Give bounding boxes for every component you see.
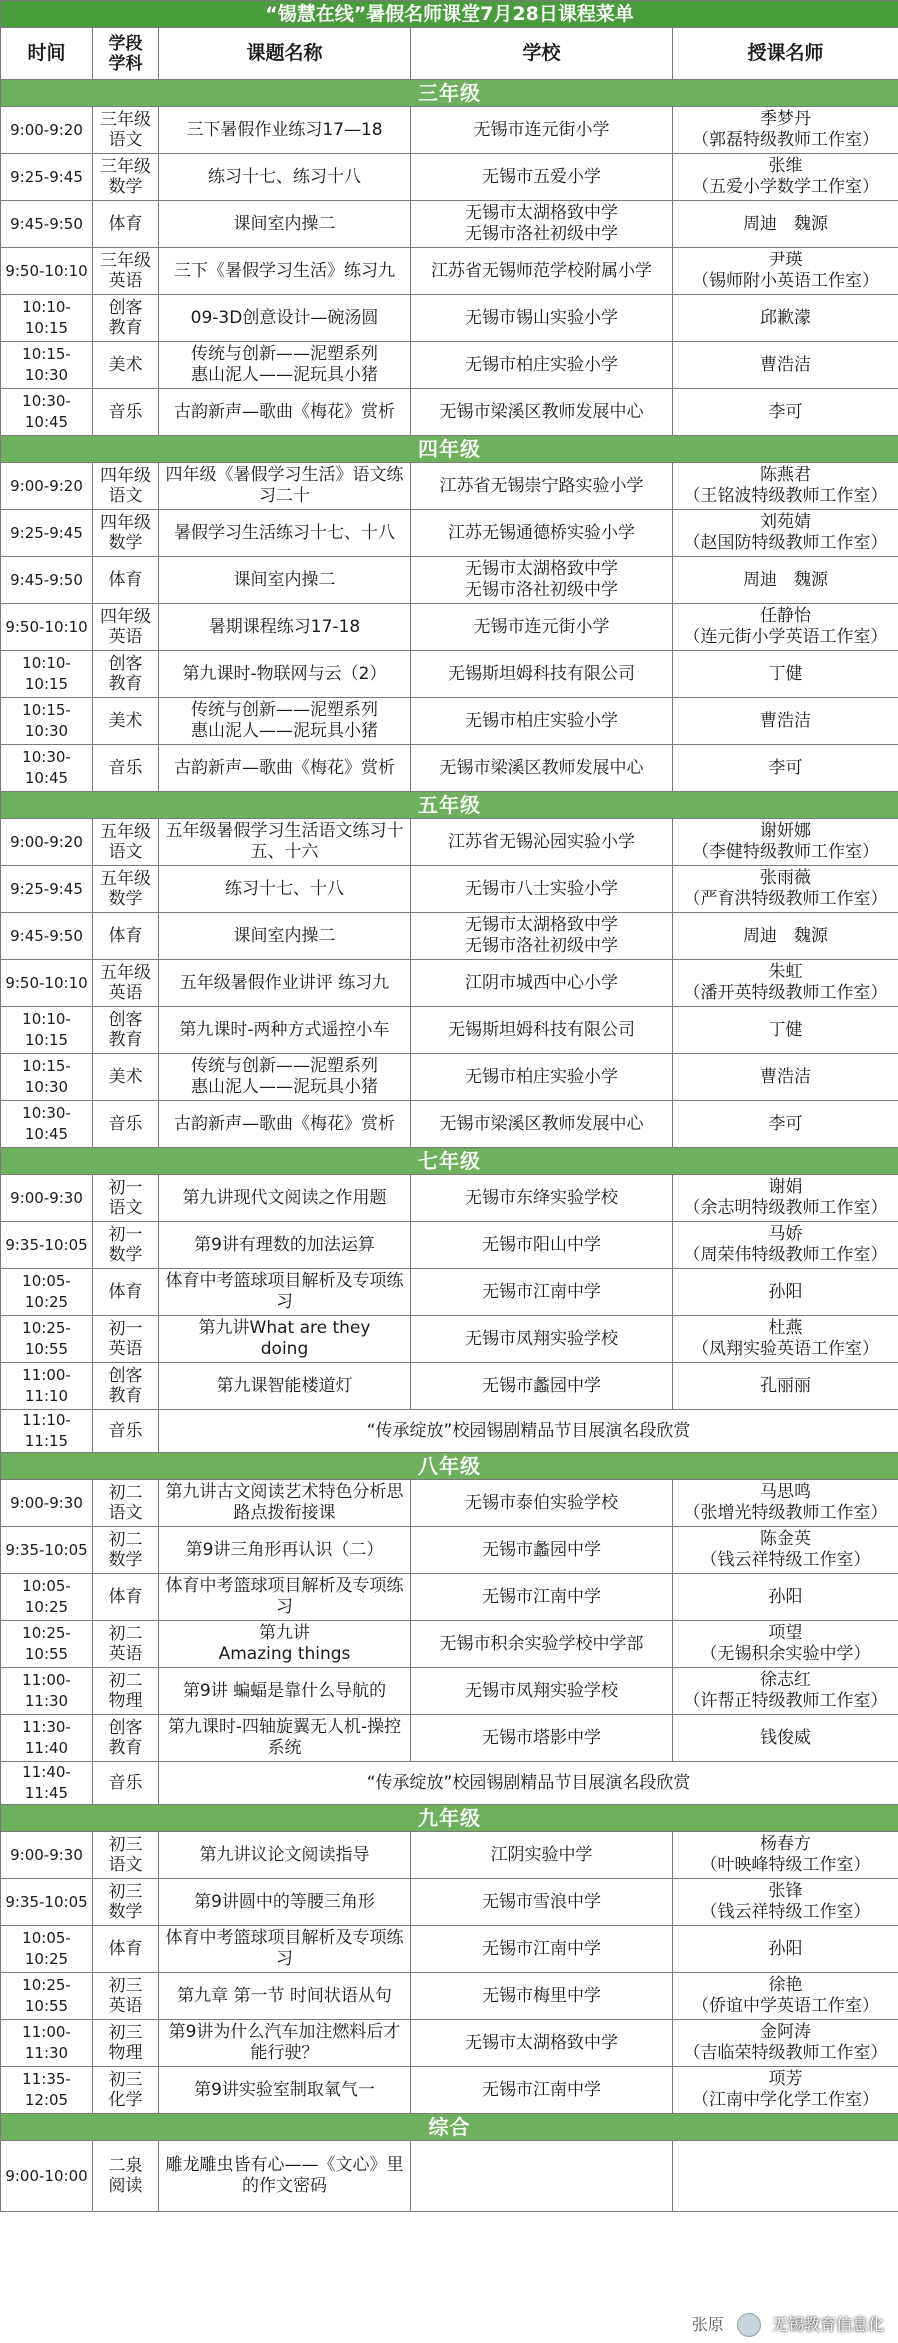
time-cell: 10:30-10:45 — [1, 1101, 93, 1148]
teacher-cell: 项芳 （江南中学化学工作室） — [673, 2067, 898, 2114]
wide-note-cell: “传承绽放”校园锡剧精品节目展演名段欣赏 — [159, 1410, 898, 1453]
subject-cell: 体育 — [93, 557, 159, 604]
subject-cell: 初一 数学 — [93, 1222, 159, 1269]
grade-header-row — [1, 792, 898, 819]
teacher-cell: 刘苑婧 （赵国防特级教师工作室） — [673, 510, 898, 557]
time-cell: 10:10-10:15 — [1, 1007, 93, 1054]
course-cell: 课间室内操二 — [159, 201, 411, 248]
school-cell: 江阴实验中学 — [411, 1832, 673, 1879]
table-row — [1, 1054, 898, 1101]
course-cell: 第九章 第一节 时间状语从句 — [159, 1973, 411, 2020]
school-cell: 无锡市蠡园中学 — [411, 1363, 673, 1410]
school-cell: 江阴市城西中心小学 — [411, 960, 673, 1007]
subject-cell: 音乐 — [93, 389, 159, 436]
teacher-cell: 陈燕君 （王铭波特级教师工作室） — [673, 463, 898, 510]
teacher-cell: 李可 — [673, 745, 898, 792]
time-cell: 9:35-10:05 — [1, 1527, 93, 1574]
subject-cell: 创客 教育 — [93, 651, 159, 698]
table-row — [1, 154, 898, 201]
subject-cell: 体育 — [93, 1574, 159, 1621]
table-row — [1, 1527, 898, 1574]
school-cell: 无锡市蠡园中学 — [411, 1527, 673, 1574]
time-cell: 10:15-10:30 — [1, 1054, 93, 1101]
course-cell: 第九讲 Amazing things — [159, 1621, 411, 1668]
time-cell: 9:50-10:10 — [1, 248, 93, 295]
subject-cell: 三年级 数学 — [93, 154, 159, 201]
school-cell: 无锡市江南中学 — [411, 1926, 673, 1973]
school-cell: 无锡市积余实验学校中学部 — [411, 1621, 673, 1668]
school-cell: 无锡市锡山实验小学 — [411, 295, 673, 342]
school-cell: 江苏无锡通德桥实验小学 — [411, 510, 673, 557]
teacher-cell: 曹浩洁 — [673, 1054, 898, 1101]
time-cell: 9:25-9:45 — [1, 866, 93, 913]
teacher-cell: 钱俊威 — [673, 1715, 898, 1762]
subject-cell: 五年级 数学 — [93, 866, 159, 913]
time-cell: 10:05-10:25 — [1, 1269, 93, 1316]
time-cell: 10:30-10:45 — [1, 389, 93, 436]
time-cell: 9:45-9:50 — [1, 913, 93, 960]
teacher-cell: 陈金英 （钱云祥特级工作室） — [673, 1527, 898, 1574]
subject-cell: 创客 教育 — [93, 1007, 159, 1054]
time-cell: 9:00-9:30 — [1, 1480, 93, 1527]
subject-cell: 美术 — [93, 698, 159, 745]
grade-header-row — [1, 1805, 898, 1832]
teacher-cell: 孔丽丽 — [673, 1363, 898, 1410]
table-row — [1, 745, 898, 792]
page-title: “锡慧在线”暑假名师课堂7月28日课程菜单 — [1, 1, 898, 28]
table-row — [1, 2141, 898, 2212]
table-row — [1, 2067, 898, 2114]
course-cell: 体育中考篮球项目解析及专项练习 — [159, 1574, 411, 1621]
school-cell: 无锡市凤翔实验学校 — [411, 1316, 673, 1363]
time-cell: 10:25-10:55 — [1, 1973, 93, 2020]
course-cell: 课间室内操二 — [159, 557, 411, 604]
school-cell: 无锡市五爱小学 — [411, 154, 673, 201]
teacher-cell: 马娇 （周荣伟特级教师工作室） — [673, 1222, 898, 1269]
course-cell: 练习十七、十八 — [159, 866, 411, 913]
course-cell: 体育中考篮球项目解析及专项练习 — [159, 1926, 411, 1973]
grade-header-row — [1, 436, 898, 463]
time-cell: 11:40-11:45 — [1, 1762, 93, 1805]
school-cell: 无锡市梁溪区教师发展中心 — [411, 389, 673, 436]
grade-header-row — [1, 2114, 898, 2141]
subject-cell: 音乐 — [93, 1762, 159, 1805]
time-cell: 9:00-9:30 — [1, 1832, 93, 1879]
grade-header-row — [1, 80, 898, 107]
grade-label: 七年级 — [1, 1148, 898, 1175]
subject-cell: 体育 — [93, 913, 159, 960]
time-cell: 11:10-11:15 — [1, 1410, 93, 1453]
teacher-cell: 邱歉濛 — [673, 295, 898, 342]
time-cell: 9:00-9:20 — [1, 107, 93, 154]
subject-cell: 音乐 — [93, 745, 159, 792]
header-school: 学校 — [411, 28, 673, 80]
course-cell: 体育中考篮球项目解析及专项练习 — [159, 1269, 411, 1316]
table-row — [1, 463, 898, 510]
course-cell: 第九讲议论文阅读指导 — [159, 1832, 411, 1879]
school-cell: 无锡市太湖格致中学 无锡市洛社初级中学 — [411, 201, 673, 248]
table-row — [1, 1715, 898, 1762]
course-cell: 传统与创新——泥塑系列 惠山泥人——泥玩具小猪 — [159, 698, 411, 745]
subject-cell: 体育 — [93, 1926, 159, 1973]
course-cell: 第9讲圆中的等腰三角形 — [159, 1879, 411, 1926]
teacher-cell: 张雨薇 （严育洪特级教师工作室） — [673, 866, 898, 913]
course-cell: 五年级暑假作业讲评 练习九 — [159, 960, 411, 1007]
course-cell: 第9讲为什么汽车加注燃料后才能行驶？ — [159, 2020, 411, 2067]
school-cell: 无锡市梁溪区教师发展中心 — [411, 745, 673, 792]
wechat-logo-icon — [737, 2313, 761, 2337]
time-cell: 10:10-10:15 — [1, 295, 93, 342]
course-cell: 五年级暑假学习生活语文练习十五、十六 — [159, 819, 411, 866]
teacher-cell: 周迪 魏源 — [673, 913, 898, 960]
school-cell: 无锡市柏庄实验小学 — [411, 698, 673, 745]
course-cell: 传统与创新——泥塑系列 惠山泥人——泥玩具小猪 — [159, 1054, 411, 1101]
time-cell: 9:25-9:45 — [1, 154, 93, 201]
grade-label: 八年级 — [1, 1453, 898, 1480]
course-cell: 暑假学习生活练习十七、十八 — [159, 510, 411, 557]
course-cell: 传统与创新——泥塑系列 惠山泥人——泥玩具小猪 — [159, 342, 411, 389]
teacher-cell: 李可 — [673, 1101, 898, 1148]
table-row — [1, 1926, 898, 1973]
watermark-text: 无锡教育信息化 — [771, 2314, 884, 2334]
table-row — [1, 1668, 898, 1715]
course-cell: 三下《暑假学习生活》练习九 — [159, 248, 411, 295]
school-cell: 无锡市太湖格致中学 无锡市洛社初级中学 — [411, 913, 673, 960]
course-cell: 四年级《暑假学习生活》语文练习二十 — [159, 463, 411, 510]
school-cell: 无锡市塔影中学 — [411, 1715, 673, 1762]
time-cell: 10:05-10:25 — [1, 1926, 93, 1973]
teacher-cell: 曹浩洁 — [673, 342, 898, 389]
course-cell: 第9讲实验室制取氧气一 — [159, 2067, 411, 2114]
teacher-cell: 孙阳 — [673, 1574, 898, 1621]
school-cell: 无锡市泰伯实验学校 — [411, 1480, 673, 1527]
watermark — [692, 2312, 884, 2338]
table-row — [1, 1175, 898, 1222]
teacher-cell: 项望 （无锡积余实验中学） — [673, 1621, 898, 1668]
subject-cell: 初二 语文 — [93, 1480, 159, 1527]
teacher-cell: 孙阳 — [673, 1926, 898, 1973]
header-course: 课题名称 — [159, 28, 411, 80]
table-row — [1, 698, 898, 745]
time-cell: 10:10-10:15 — [1, 651, 93, 698]
subject-cell: 初三 物理 — [93, 2020, 159, 2067]
time-cell: 11:30-11:40 — [1, 1715, 93, 1762]
teacher-cell: 任静怡 （连元街小学英语工作室） — [673, 604, 898, 651]
subject-cell: 美术 — [93, 1054, 159, 1101]
grade-label: 九年级 — [1, 1805, 898, 1832]
school-cell: 无锡市阳山中学 — [411, 1222, 673, 1269]
grade-header-row — [1, 1148, 898, 1175]
subject-cell: 三年级 语文 — [93, 107, 159, 154]
subject-cell: 初二 英语 — [93, 1621, 159, 1668]
teacher-cell: 丁健 — [673, 1007, 898, 1054]
subject-cell: 四年级 数学 — [93, 510, 159, 557]
subject-cell: 音乐 — [93, 1410, 159, 1453]
time-cell: 9:50-10:10 — [1, 960, 93, 1007]
course-cell: 古韵新声—歌曲《梅花》赏析 — [159, 1101, 411, 1148]
table-row — [1, 1363, 898, 1410]
subject-cell: 体育 — [93, 201, 159, 248]
course-cell: 第九课智能楼道灯 — [159, 1363, 411, 1410]
table-row — [1, 1480, 898, 1527]
teacher-cell: 周迪 魏源 — [673, 557, 898, 604]
time-cell: 11:00-11:10 — [1, 1363, 93, 1410]
subject-cell: 三年级 英语 — [93, 248, 159, 295]
subject-cell: 二泉 阅读 — [93, 2141, 159, 2212]
subject-cell: 初三 化学 — [93, 2067, 159, 2114]
time-cell: 9:35-10:05 — [1, 1222, 93, 1269]
teacher-cell: 徐志红 （许帮正特级教师工作室） — [673, 1668, 898, 1715]
subject-cell: 体育 — [93, 1269, 159, 1316]
time-cell: 11:00-11:30 — [1, 1668, 93, 1715]
school-cell: 无锡市雪浪中学 — [411, 1879, 673, 1926]
course-cell: 09-3D创意设计—碗汤圆 — [159, 295, 411, 342]
school-cell: 江苏省无锡崇宁路实验小学 — [411, 463, 673, 510]
teacher-cell: 李可 — [673, 389, 898, 436]
school-cell: 江苏省无锡师范学校附属小学 — [411, 248, 673, 295]
time-cell: 10:15-10:30 — [1, 698, 93, 745]
school-cell: 无锡市江南中学 — [411, 1269, 673, 1316]
school-cell: 无锡市梁溪区教师发展中心 — [411, 1101, 673, 1148]
table-row — [1, 389, 898, 436]
course-cell: 暑期课程练习17-18 — [159, 604, 411, 651]
subject-cell: 音乐 — [93, 1101, 159, 1148]
time-cell: 9:00-10:00 — [1, 2141, 93, 2212]
subject-cell: 四年级 英语 — [93, 604, 159, 651]
teacher-cell: 尹瑛 （锡师附小英语工作室） — [673, 248, 898, 295]
table-row — [1, 295, 898, 342]
table-row — [1, 1762, 898, 1805]
table-row — [1, 557, 898, 604]
time-cell: 9:50-10:10 — [1, 604, 93, 651]
time-cell: 9:45-9:50 — [1, 201, 93, 248]
grade-label: 五年级 — [1, 792, 898, 819]
time-cell: 10:30-10:45 — [1, 745, 93, 792]
school-cell — [411, 2141, 673, 2212]
subject-cell: 初二 数学 — [93, 1527, 159, 1574]
subject-cell: 创客 教育 — [93, 295, 159, 342]
course-cell: 第9讲 蝙蝠是靠什么导航的 — [159, 1668, 411, 1715]
time-cell: 9:00-9:20 — [1, 463, 93, 510]
teacher-cell: 季梦丹 （郭磊特级教师工作室） — [673, 107, 898, 154]
course-cell: 第9讲三角形再认识（二） — [159, 1527, 411, 1574]
title-row — [1, 1, 898, 28]
table-row — [1, 1316, 898, 1363]
teacher-cell: 张维 （五爱小学数学工作室） — [673, 154, 898, 201]
table-row — [1, 248, 898, 295]
time-cell: 10:25-10:55 — [1, 1316, 93, 1363]
table-row — [1, 2020, 898, 2067]
school-cell: 无锡市太湖格致中学 无锡市洛社初级中学 — [411, 557, 673, 604]
wide-note-cell: “传承绽放”校园锡剧精品节目展演名段欣赏 — [159, 1762, 898, 1805]
course-cell: 古韵新声—歌曲《梅花》赏析 — [159, 745, 411, 792]
teacher-cell: 马思鸣 （张增光特级教师工作室） — [673, 1480, 898, 1527]
table-row — [1, 604, 898, 651]
school-cell: 无锡市江南中学 — [411, 2067, 673, 2114]
subject-cell: 初三 英语 — [93, 1973, 159, 2020]
subject-cell: 初三 语文 — [93, 1832, 159, 1879]
subject-cell: 五年级 语文 — [93, 819, 159, 866]
teacher-cell: 杜燕 （凤翔实验英语工作室） — [673, 1316, 898, 1363]
course-cell: 第九讲古文阅读艺术特色分析思路点拨衔接课 — [159, 1480, 411, 1527]
school-cell: 无锡斯坦姆科技有限公司 — [411, 651, 673, 698]
table-row — [1, 1832, 898, 1879]
course-cell: 第九课时-四轴旋翼无人机-操控系统 — [159, 1715, 411, 1762]
subject-cell: 初一 英语 — [93, 1316, 159, 1363]
time-cell: 11:00-11:30 — [1, 2020, 93, 2067]
table-row — [1, 1101, 898, 1148]
school-cell: 无锡市江南中学 — [411, 1574, 673, 1621]
schedule-body — [1, 1, 898, 2212]
subject-cell: 初三 数学 — [93, 1879, 159, 1926]
teacher-cell: 徐艳 （侨谊中学英语工作室） — [673, 1973, 898, 2020]
teacher-cell: 张锋 （钱云祥特级工作室） — [673, 1879, 898, 1926]
table-row — [1, 866, 898, 913]
course-cell: 第9讲有理数的加法运算 — [159, 1222, 411, 1269]
school-cell: 无锡市连元街小学 — [411, 604, 673, 651]
school-cell: 江苏省无锡沁园实验小学 — [411, 819, 673, 866]
header-row — [1, 28, 898, 80]
school-cell: 无锡市柏庄实验小学 — [411, 342, 673, 389]
subject-cell: 初一 语文 — [93, 1175, 159, 1222]
course-cell: 第九讲What are they doing — [159, 1316, 411, 1363]
table-row — [1, 651, 898, 698]
table-row — [1, 1973, 898, 2020]
course-cell: 第九课时-两种方式遥控小车 — [159, 1007, 411, 1054]
school-cell: 无锡市八士实验小学 — [411, 866, 673, 913]
time-cell: 11:35-12:05 — [1, 2067, 93, 2114]
table-row — [1, 960, 898, 1007]
header-subject: 学段 学科 — [93, 28, 159, 80]
school-cell: 无锡市凤翔实验学校 — [411, 1668, 673, 1715]
teacher-cell: 金阿涛 （吉临荣特级教师工作室） — [673, 2020, 898, 2067]
time-cell: 9:00-9:20 — [1, 819, 93, 866]
subject-cell: 美术 — [93, 342, 159, 389]
table-row — [1, 1879, 898, 1926]
table-row — [1, 201, 898, 248]
table-row — [1, 913, 898, 960]
teacher-cell: 谢娟 （余志明特级教师工作室） — [673, 1175, 898, 1222]
time-cell: 9:00-9:30 — [1, 1175, 93, 1222]
table-row — [1, 1410, 898, 1453]
school-cell: 无锡市太湖格致中学 — [411, 2020, 673, 2067]
course-cell: 第九讲现代文阅读之作用题 — [159, 1175, 411, 1222]
subject-cell: 四年级 语文 — [93, 463, 159, 510]
course-cell: 课间室内操二 — [159, 913, 411, 960]
subject-cell: 初二 物理 — [93, 1668, 159, 1715]
time-cell: 10:05-10:25 — [1, 1574, 93, 1621]
grade-header-row — [1, 1453, 898, 1480]
table-row — [1, 1222, 898, 1269]
course-cell: 练习十七、练习十八 — [159, 154, 411, 201]
subject-cell: 创客 教育 — [93, 1363, 159, 1410]
subject-cell: 创客 教育 — [93, 1715, 159, 1762]
teacher-cell: 曹浩洁 — [673, 698, 898, 745]
header-time: 时间 — [1, 28, 93, 80]
teacher-cell: 周迪 魏源 — [673, 201, 898, 248]
school-cell: 无锡市连元街小学 — [411, 107, 673, 154]
table-row — [1, 1007, 898, 1054]
school-cell: 无锡斯坦姆科技有限公司 — [411, 1007, 673, 1054]
header-teacher: 授课名师 — [673, 28, 898, 80]
course-cell: 三下暑假作业练习17—18 — [159, 107, 411, 154]
table-row — [1, 1269, 898, 1316]
grade-label: 四年级 — [1, 436, 898, 463]
school-cell: 无锡市东绛实验学校 — [411, 1175, 673, 1222]
teacher-cell: 丁健 — [673, 651, 898, 698]
table-row — [1, 342, 898, 389]
course-cell: 第九课时-物联网与云（2） — [159, 651, 411, 698]
table-row — [1, 107, 898, 154]
time-cell: 10:15-10:30 — [1, 342, 93, 389]
school-cell: 无锡市柏庄实验小学 — [411, 1054, 673, 1101]
time-cell: 9:45-9:50 — [1, 557, 93, 604]
teacher-cell: 杨春方 （叶映峰特级工作室） — [673, 1832, 898, 1879]
table-row — [1, 819, 898, 866]
time-cell: 10:25-10:55 — [1, 1621, 93, 1668]
table-row — [1, 1574, 898, 1621]
teacher-cell: 朱虹 （潘开英特级教师工作室） — [673, 960, 898, 1007]
subject-cell: 五年级 英语 — [93, 960, 159, 1007]
time-cell: 9:35-10:05 — [1, 1879, 93, 1926]
teacher-cell: 谢妍娜 （李健特级教师工作室） — [673, 819, 898, 866]
course-cell: 古韵新声—歌曲《梅花》赏析 — [159, 389, 411, 436]
course-cell: 雕龙雕虫皆有心——《文心》里的作文密码 — [159, 2141, 411, 2212]
teacher-cell: 孙阳 — [673, 1269, 898, 1316]
grade-label: 三年级 — [1, 80, 898, 107]
time-cell: 9:25-9:45 — [1, 510, 93, 557]
table-row — [1, 1621, 898, 1668]
teacher-cell — [673, 2141, 898, 2212]
school-cell: 无锡市梅里中学 — [411, 1973, 673, 2020]
table-row — [1, 510, 898, 557]
grade-label: 综合 — [1, 2114, 898, 2141]
watermark-left-text: 张原 — [691, 2314, 724, 2334]
